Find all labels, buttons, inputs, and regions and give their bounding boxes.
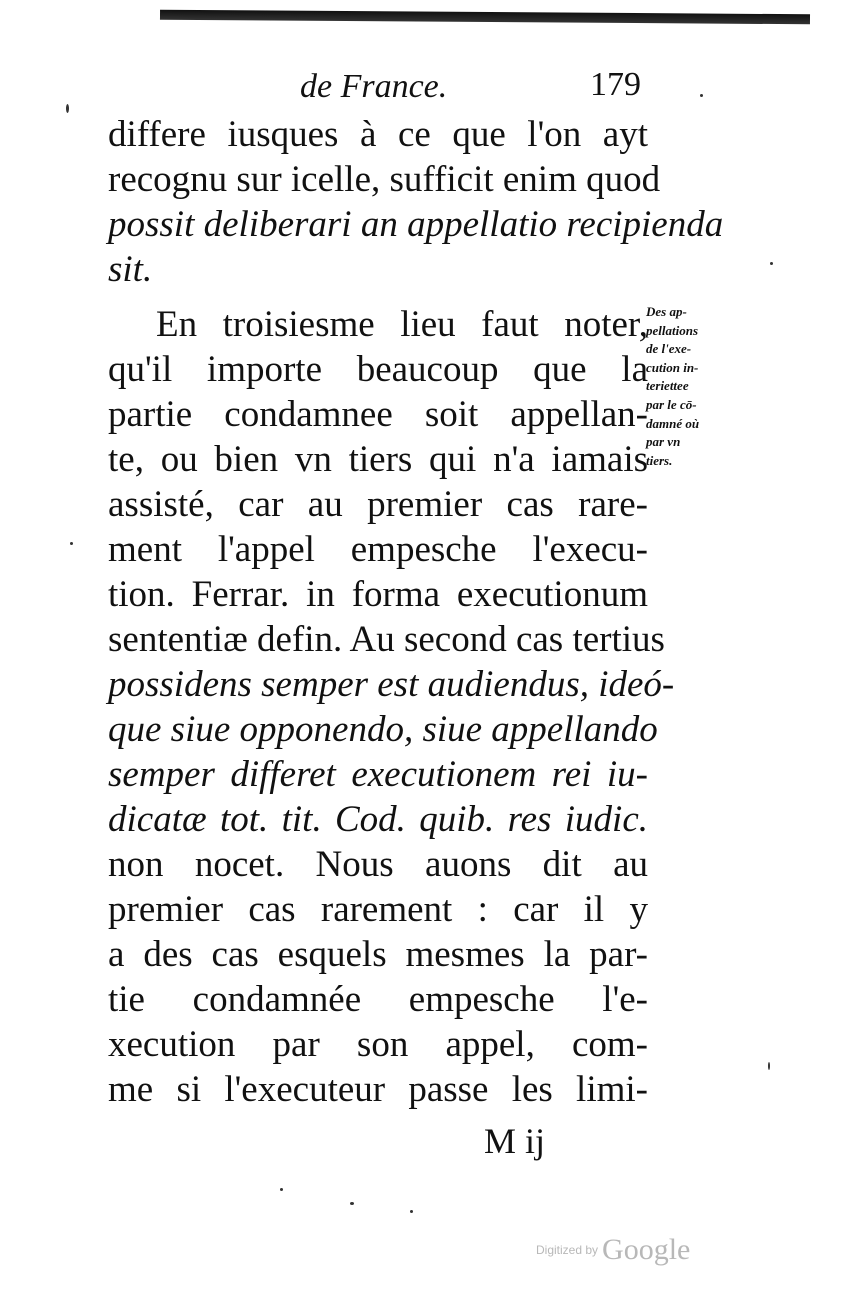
text-line: me si l'executeur passe les limi- — [108, 1069, 648, 1110]
ink-speck — [700, 94, 703, 97]
text-line: te, ou bien vn tiers qui n'a iamais — [108, 439, 648, 480]
ink-speck — [66, 104, 69, 113]
digitized-watermark — [536, 1233, 690, 1267]
watermark-prefix: Digitized by — [536, 1243, 599, 1257]
text-line: semper differet executionem rei iu- — [108, 754, 648, 795]
margin-note-line: pellations — [646, 322, 699, 338]
text-line: a des cas esquels mesmes la par- — [108, 934, 648, 975]
text-line: xecution par son appel, com- — [108, 1024, 648, 1065]
margin-note-line: de l'exe- — [646, 341, 692, 357]
text-line: En troisiesme lieu faut noter, — [156, 304, 648, 345]
margin-note-line: Des ap- — [646, 304, 687, 319]
text-line: partie condamnee soit appellan- — [108, 394, 648, 435]
text-line: possit deliberari an appellatio recipienda — [108, 204, 724, 245]
ink-speck — [768, 1062, 770, 1070]
text-line: premier cas rarement : car il y — [108, 889, 648, 930]
watermark-brand: Google — [602, 1233, 691, 1266]
signature-mark: M ij — [484, 1121, 546, 1161]
text-line: qu'il importe beaucoup que la — [108, 349, 648, 390]
text-line: ment l'appel empesche l'execu- — [108, 529, 648, 570]
text-line: assisté, car au premier cas rare- — [108, 484, 648, 525]
text-line: sit. — [108, 249, 153, 290]
margin-note-line: teriettee — [646, 378, 689, 394]
margin-note — [646, 303, 738, 470]
text-line: tion. Ferrar. in forma executionum — [108, 574, 648, 615]
ink-speck — [410, 1210, 413, 1213]
text-line: possidens semper est audiendus, ideó- — [108, 664, 675, 705]
text-line: sententiæ defin. Au second cas tertius — [108, 619, 665, 660]
text-line: non nocet. Nous auons dit au — [108, 844, 648, 885]
text-line: tie condamnée empesche l'e- — [108, 979, 648, 1020]
text-line: que siue opponendo, siue appellando — [108, 709, 658, 750]
ink-speck — [350, 1202, 354, 1205]
margin-note-line: par le cō- — [646, 396, 697, 412]
ink-speck — [280, 1188, 283, 1191]
margin-note-line: damné où — [646, 415, 700, 431]
running-head: de France. — [300, 68, 448, 105]
margin-note-line: par vn — [646, 434, 681, 450]
page-number: 179 — [590, 66, 641, 103]
top-rule — [160, 10, 810, 25]
margin-note-line: cution in- — [646, 359, 699, 375]
text-line: recognu sur icelle, sufficit enim quod — [108, 159, 661, 200]
text-line: dicatæ tot. tit. Cod. quib. res iudic. — [108, 799, 648, 840]
ink-speck — [770, 262, 773, 265]
text-line: differe iusques à ce que l'on ayt — [108, 114, 648, 155]
margin-note-line: tiers. — [646, 452, 673, 468]
ink-speck — [70, 542, 73, 545]
